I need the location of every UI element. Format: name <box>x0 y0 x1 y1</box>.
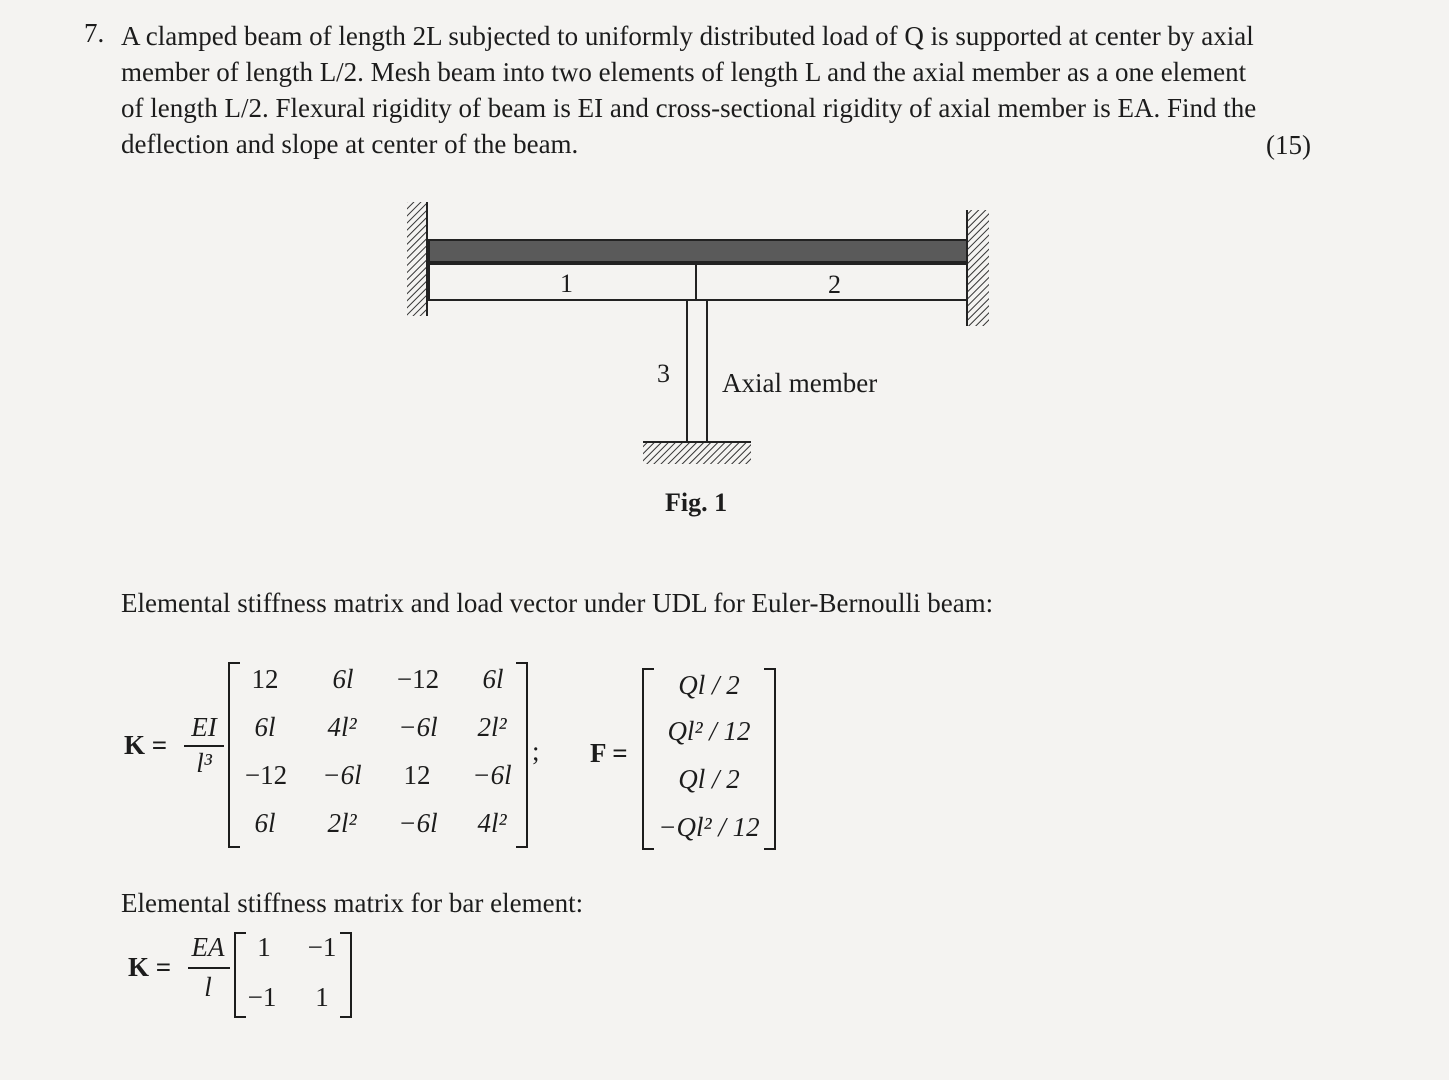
question-line-4: deflection and slope at center of the beam. <box>121 129 579 159</box>
bar-k-denominator: l <box>204 972 212 1002</box>
beam-k-cell: 6l <box>254 808 276 838</box>
beam-k-cell: 6l <box>254 712 276 742</box>
f-symbol: F = <box>590 738 628 768</box>
beam-k-cell: 6l <box>332 664 354 694</box>
beam-k-cell: −6l <box>472 760 512 790</box>
question-line-3: of length L/2. Flexural rigidity of beam is EI and cross-sectional rigidity of axial member is EA. Find the <box>121 93 1257 123</box>
f-entry: Ql / 2 <box>678 764 740 794</box>
beam-k-cell: −6l <box>398 808 438 838</box>
bar-k-cell: 1 <box>257 932 271 962</box>
beam-k-cell: 6l <box>482 664 504 694</box>
beam-k-cell: 12 <box>403 760 431 790</box>
bar-k-cell: 1 <box>315 982 329 1012</box>
axial-member-label: Axial member <box>722 368 878 398</box>
beam-k-numerator: EI <box>191 712 217 742</box>
question-line-1: A clamped beam of length 2L subjected to uniformly distributed load of Q is supported at center by axial <box>121 21 1254 51</box>
bar-k-symbol: K = <box>128 952 172 982</box>
beam-k-cell: 4l² <box>477 808 507 838</box>
element-2-label: 2 <box>828 270 841 299</box>
beam-k-symbol: K = <box>124 730 168 760</box>
question-marks: (15) <box>1266 130 1311 160</box>
beam-k-cell: −6l <box>322 760 362 790</box>
element-3-label: 3 <box>657 359 670 388</box>
beam-k-cell: −6l <box>398 712 438 742</box>
question-line-2: member of length L/2. Mesh beam into two elements of length L and the axial member as a one element <box>121 57 1247 87</box>
beam <box>429 264 967 300</box>
bar-k-cell: −1 <box>307 932 337 962</box>
ground-support <box>643 442 751 464</box>
matrix-separator: ; <box>532 736 540 766</box>
right-wall-support <box>967 210 989 326</box>
bar-k-numerator: EA <box>191 932 225 962</box>
f-entry: Ql² / 12 <box>667 716 751 746</box>
beam-k-cell: −12 <box>244 760 288 790</box>
f-entry: Ql / 2 <box>678 670 740 700</box>
element-1-label: 1 <box>560 269 573 298</box>
bar-k-cell: −1 <box>247 982 277 1012</box>
beam-k-cell: 12 <box>251 664 279 694</box>
bar-section-title: Elemental stiffness matrix for bar element: <box>121 888 584 918</box>
f-entry: −Ql² / 12 <box>658 812 760 842</box>
beam-k-cell: 4l² <box>327 712 357 742</box>
beam-k-cell: 2l² <box>327 808 357 838</box>
beam-k-cell: −12 <box>396 664 440 694</box>
beam-k-denominator: l³ <box>196 748 212 778</box>
figure-caption: Fig. 1 <box>665 488 728 517</box>
beam-k-cell: 2l² <box>477 712 507 742</box>
question-number: 7. <box>84 18 105 48</box>
udl-load-band <box>429 240 967 262</box>
left-wall-support <box>407 202 427 316</box>
beam-section-title: Elemental stiffness matrix and load vector under UDL for Euler-Bernoulli beam: <box>121 588 994 618</box>
